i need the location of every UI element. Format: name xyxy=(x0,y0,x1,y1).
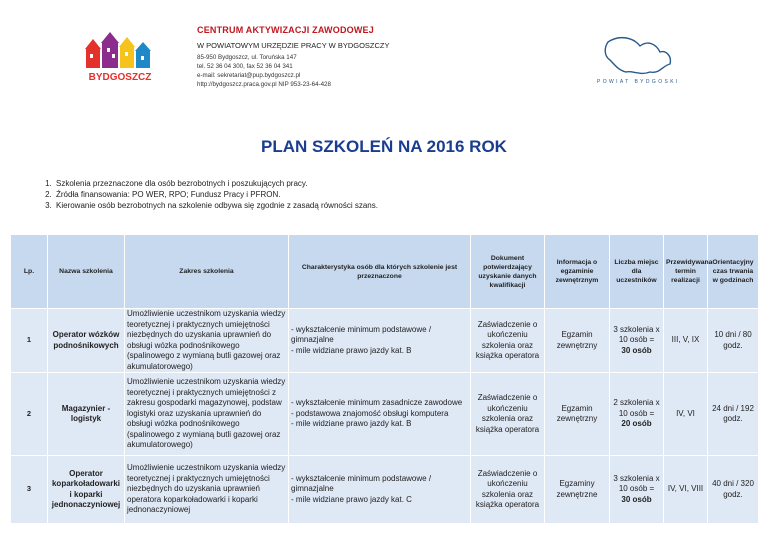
places-count: 3 szkolenia x 10 osób = xyxy=(613,324,660,345)
duration: 10 dni / 80 godz. xyxy=(708,309,759,373)
row-number: 2 xyxy=(11,373,48,456)
header-lp: Lp. xyxy=(11,235,48,309)
exam-info: Egzaminy zewnętrzne xyxy=(545,456,610,524)
places-total: 30 osób xyxy=(621,345,652,355)
training-name: Magazynier - logistyk xyxy=(48,373,125,456)
svg-text:BYDGOSZCZ: BYDGOSZCZ xyxy=(88,72,152,83)
places-count: 2 szkolenia x 10 osób = xyxy=(613,398,660,418)
address-line: 85-950 Bydgoszcz, ul. Toruńska 147 xyxy=(197,54,297,61)
exam-info: Egzamin zewnętrzny xyxy=(545,373,610,456)
table-row xyxy=(11,309,759,373)
page-title: PLAN SZKOLEŃ NA 2016 ROK xyxy=(261,137,507,156)
duration: 24 dni / 192 godz. xyxy=(708,373,759,456)
intro-item: 3. Kierowanie osób bezrobotnych na szkolenie odbywa się zgodnie z zasadą równości szans. xyxy=(54,200,378,211)
training-scope: Umożliwienie uczestnikom uzyskania wiedzy teoretycznej i praktycznych umiejętności niezbędnych do uzyskania uprawnień operatora koparkoładowarki i koparki jednonaczyniowej xyxy=(125,456,289,524)
page-header xyxy=(0,0,768,110)
places-total: 30 osób xyxy=(621,494,652,504)
powiat-logo-text: POWIAT BYDGOSKI xyxy=(597,79,680,85)
phone-line: tel. 52 36 04 300, fax 52 36 04 341 xyxy=(197,63,293,70)
certificate-document: Zaświadczenie o ukończeniu szkolenia oraz książka operatora xyxy=(471,309,545,373)
header-term: Przewidywana termin realizacji xyxy=(664,235,708,309)
certificate-document: Zaświadczenie o ukończeniu szkolenia oraz książka operatora xyxy=(471,373,545,456)
header-document: Dokument potwierdzający uzyskanie danych kwalifikacji xyxy=(471,235,545,309)
certificate-document: Zaświadczenie o ukończeniu szkolenia oraz książka operatora xyxy=(471,456,545,524)
participant-characteristics: - wykształcenie minimum podstawowe / gimnazjalne - mile widziane prawo jazdy kat. C xyxy=(289,456,471,524)
header-duration: Orientacyjny czas trwania w godzinach xyxy=(708,235,759,309)
bydgoszcz-logo xyxy=(80,32,160,84)
intro-item: 1. Szkolenia przeznaczone dla osób bezrobotnych i poszukujących pracy. xyxy=(54,178,378,189)
table-row xyxy=(11,373,759,456)
header-zakres: Zakres szkolenia xyxy=(125,235,289,309)
training-scope: Umożliwienie uczestnikom uzyskania wiedzy teoretycznej i praktycznych umiejętności niezbędnych do uzyskania uprawnień do obsługi wózka podnośnikowego (spalinowego z wymianą butli gazowej oraz akumulatorowego) xyxy=(125,309,289,373)
table-header-row xyxy=(11,235,759,309)
center-subtitle: W POWIATOWYM URZĘDZIE PRACY W BYDGOSZCZY xyxy=(197,41,390,50)
places-total: 20 osób xyxy=(621,419,652,429)
header-characteristics: Charakterystyka osób dla których szkolenie jest przeznaczone xyxy=(289,235,471,309)
places-cell xyxy=(610,309,664,373)
term: IV, VI xyxy=(664,373,708,456)
places-cell xyxy=(610,373,664,456)
places-cell xyxy=(610,456,664,524)
row-number: 3 xyxy=(11,456,48,524)
duration: 40 dni / 320 godz. xyxy=(708,456,759,524)
header-places: Liczba miejsc dla uczestników xyxy=(610,235,664,309)
places-count: 3 szkolenia x 10 osób = xyxy=(613,473,660,494)
center-name: CENTRUM AKTYWIZACJI ZAWODOWEJ xyxy=(197,25,374,35)
participant-characteristics: - wykształcenie minimum zasadnicze zawodowe - podstawowa znajomość obsługi komputera - mile widziane prawo jazdy kat. B xyxy=(289,373,471,456)
training-name: Operator wózków podnośnikowych xyxy=(48,309,125,373)
web-nip-line: http://bydgoszcz.praca.gov.pl NIP 953-23-64-428 xyxy=(197,81,331,88)
participant-characteristics: - wykształcenie minimum podstawowe / gimnazjalne - mile widziane prawo jazdy kat. B xyxy=(289,309,471,373)
intro-item: 2. Źródła finansowania: PO WER, RPO; Fundusz Pracy i PFRON. xyxy=(54,189,378,200)
powiat-bydgoski-logo xyxy=(590,30,700,85)
header-exam: Informacja o egzaminie zewnętrznym xyxy=(545,235,610,309)
training-plan-table xyxy=(10,234,759,524)
training-scope: Umożliwienie uczestnikom uzyskania wiedzy teoretycznej i praktycznych umiejętności z zakresu gospodarki magazynowej, podstaw logistyki oraz uzyskania uprawnień do obsługi wózka podnośnikowego (spalinowego z wymianą butli gazowej oraz akumulatorowego) xyxy=(125,373,289,456)
exam-info: Egzamin zewnętrzny xyxy=(545,309,610,373)
row-number: 1 xyxy=(11,309,48,373)
header-name: Nazwa szkolenia xyxy=(48,235,125,309)
table-row xyxy=(11,456,759,524)
email-line: e-mail: sekretariat@pup.bydgoszcz.pl xyxy=(197,72,301,79)
term: IV, VI, VIII xyxy=(664,456,708,524)
term: III, V, IX xyxy=(664,309,708,373)
intro-list xyxy=(35,178,378,211)
training-name: Operator koparkoładowarki i koparki jednonaczyniowej xyxy=(48,456,125,524)
